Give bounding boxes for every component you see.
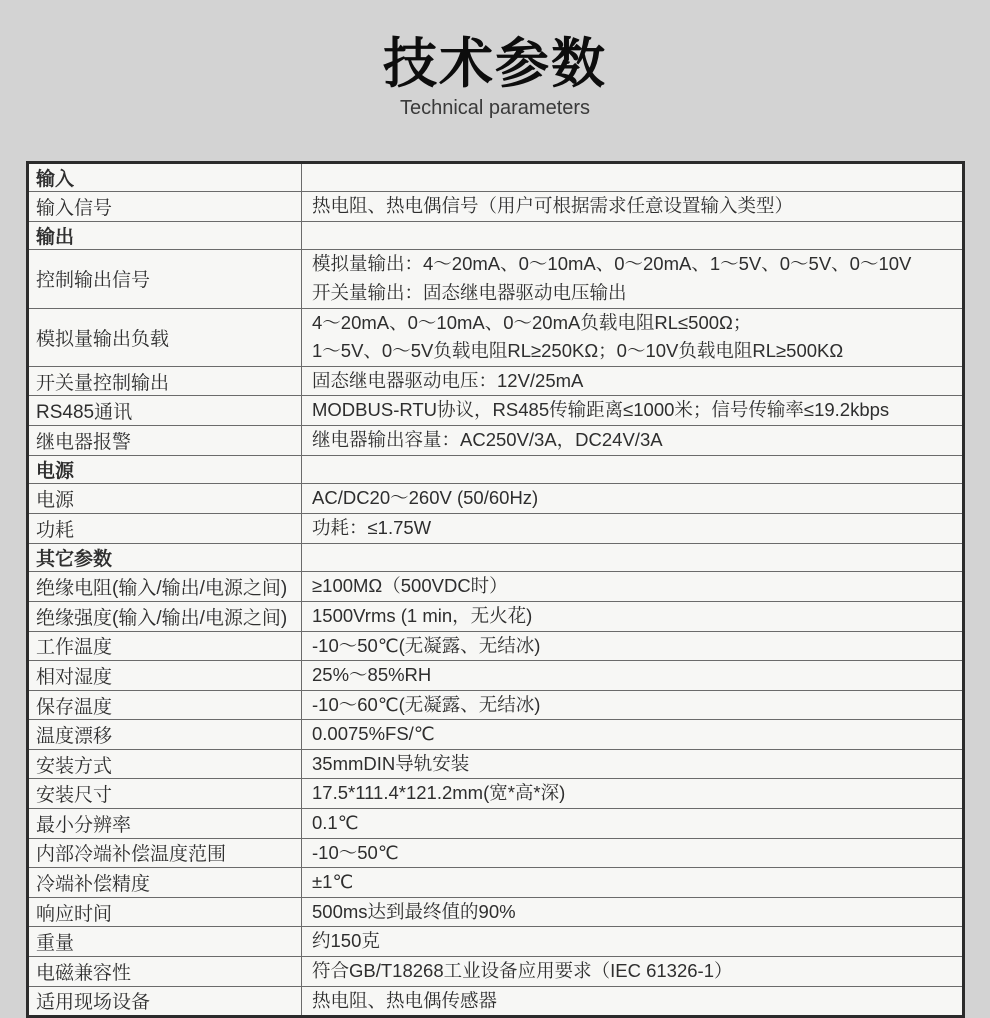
param-value-line: -10～50℃(无凝露、无结冰) — [312, 634, 541, 656]
param-value — [302, 425, 964, 455]
param-value — [302, 513, 964, 543]
param-value — [302, 308, 964, 366]
param-value — [302, 749, 964, 779]
table-row — [28, 631, 964, 661]
param-value — [302, 809, 964, 839]
table-row — [28, 543, 964, 572]
param-value — [302, 366, 964, 396]
param-label: 最小分辨率 — [28, 809, 302, 839]
param-value — [302, 221, 964, 250]
param-value-line: ±1℃ — [312, 871, 354, 893]
param-label: 模拟量输出负载 — [28, 308, 302, 366]
param-value — [302, 396, 964, 426]
param-label: RS485通讯 — [28, 396, 302, 426]
table-row — [28, 779, 964, 809]
table-row — [28, 366, 964, 396]
param-label: 冷端补偿精度 — [28, 868, 302, 898]
table-row — [28, 192, 964, 222]
param-value — [302, 838, 964, 868]
param-value — [302, 661, 964, 691]
table-row — [28, 250, 964, 308]
param-label: 控制输出信号 — [28, 250, 302, 308]
param-value-line: 热电阻、热电偶信号（用户可根据需求任意设置输入类型） — [312, 195, 794, 216]
table-row — [28, 927, 964, 957]
param-value-line: ≥100MΩ（500VDC时） — [312, 575, 508, 597]
param-value — [302, 601, 964, 631]
param-value-line: AC/DC20～260V (50/60Hz) — [312, 487, 539, 509]
param-value-line: 固态继电器驱动电压：12V/25mA — [312, 369, 584, 391]
param-label: 适用现场设备 — [28, 986, 302, 1017]
table-row — [28, 513, 964, 543]
param-label: 电源 — [28, 484, 302, 514]
page-header — [0, 34, 990, 120]
param-label: 安装方式 — [28, 749, 302, 779]
table-row — [28, 986, 964, 1017]
param-value-line: MODBUS-RTU协议，RS485传输距离≤1000米；信号传输率≤19.2kbps — [312, 399, 890, 421]
table-row — [28, 396, 964, 426]
param-value — [302, 572, 964, 602]
param-value — [302, 897, 964, 927]
table-row — [28, 749, 964, 779]
param-value — [302, 690, 964, 720]
param-label: 输入信号 — [28, 192, 302, 222]
table-row — [28, 163, 964, 192]
param-value — [302, 163, 964, 192]
param-label: 开关量控制输出 — [28, 366, 302, 396]
section-label: 电源 — [28, 455, 302, 484]
table-row — [28, 484, 964, 514]
table-row — [28, 957, 964, 987]
table-row — [28, 690, 964, 720]
param-value — [302, 250, 964, 308]
param-value-line: 0.0075%FS/℃ — [312, 723, 435, 745]
table-row — [28, 838, 964, 868]
table-row — [28, 868, 964, 898]
section-label: 其它参数 — [28, 543, 302, 572]
section-label: 输入 — [28, 163, 302, 192]
param-value-line: 25%～85%RH — [312, 664, 432, 686]
page-subtitle: Technical parameters — [399, 97, 591, 119]
param-label: 功耗 — [28, 513, 302, 543]
param-label: 温度漂移 — [28, 720, 302, 750]
table-row — [28, 601, 964, 631]
param-value — [302, 484, 964, 514]
param-value-line: -10～60℃(无凝露、无结冰) — [312, 693, 541, 715]
param-value-line: 35mmDIN导轨安装 — [312, 752, 470, 774]
table-row — [28, 221, 964, 250]
param-value-line: 继电器输出容量：AC250V/3A，DC24V/3A — [312, 428, 663, 450]
param-value-line: 1500Vrms (1 min，无火花) — [312, 604, 533, 626]
table-row — [28, 455, 964, 484]
param-value-line: 500ms达到最终值的90% — [312, 900, 516, 922]
param-label: 工作温度 — [28, 631, 302, 661]
param-label: 响应时间 — [28, 897, 302, 927]
param-value — [302, 927, 964, 957]
param-value-line: 0.1℃ — [312, 812, 359, 834]
param-value — [302, 455, 964, 484]
param-label: 绝缘强度(输入/输出/电源之间) — [28, 601, 302, 631]
table-row — [28, 720, 964, 750]
param-label: 相对湿度 — [28, 661, 302, 691]
param-label: 安装尺寸 — [28, 779, 302, 809]
param-value-line: -10～50℃ — [312, 841, 399, 863]
table-row — [28, 572, 964, 602]
param-label: 保存温度 — [28, 690, 302, 720]
table-row — [28, 425, 964, 455]
param-label: 重量 — [28, 927, 302, 957]
spec-table — [26, 161, 965, 1018]
param-value — [302, 868, 964, 898]
table-row — [28, 897, 964, 927]
param-value — [302, 986, 964, 1017]
spec-table-body — [28, 163, 964, 1017]
table-row — [28, 308, 964, 366]
param-value — [302, 543, 964, 572]
param-value-line: 17.5*111.4*121.2mm(宽*高*深) — [312, 782, 566, 804]
param-value-line: 符合GB/T18268工业设备应用要求（IEC 61326-1） — [312, 960, 733, 982]
param-value — [302, 720, 964, 750]
page-title: 技术参数 — [383, 34, 607, 94]
param-label: 继电器报警 — [28, 425, 302, 455]
param-value-line: 4～20mA、0～10mA、0～20mA负载电阻RL≤500Ω； — [312, 311, 752, 333]
param-value-line: 开关量输出：固态继电器驱动电压输出 — [312, 281, 627, 303]
table-row — [28, 809, 964, 839]
param-value-line: 模拟量输出：4～20mA、0～10mA、0～20mA、1～5V、0～5V、0～10V — [312, 253, 912, 275]
param-value-line: 1～5V、0～5V负载电阻RL≥250KΩ；0～10V负载电阻RL≥500KΩ — [312, 340, 844, 362]
param-value-line: 热电阻、热电偶传感器 — [312, 989, 498, 1011]
param-value — [302, 631, 964, 661]
section-label: 输出 — [28, 221, 302, 250]
param-value — [302, 957, 964, 987]
param-value-line: 约150克 — [312, 930, 380, 952]
param-value — [302, 192, 964, 222]
param-value — [302, 779, 964, 809]
param-label: 绝缘电阻(输入/输出/电源之间) — [28, 572, 302, 602]
param-label: 电磁兼容性 — [28, 957, 302, 987]
table-row — [28, 661, 964, 691]
param-value-line: 功耗：≤1.75W — [312, 516, 432, 538]
param-label: 内部冷端补偿温度范围 — [28, 838, 302, 868]
